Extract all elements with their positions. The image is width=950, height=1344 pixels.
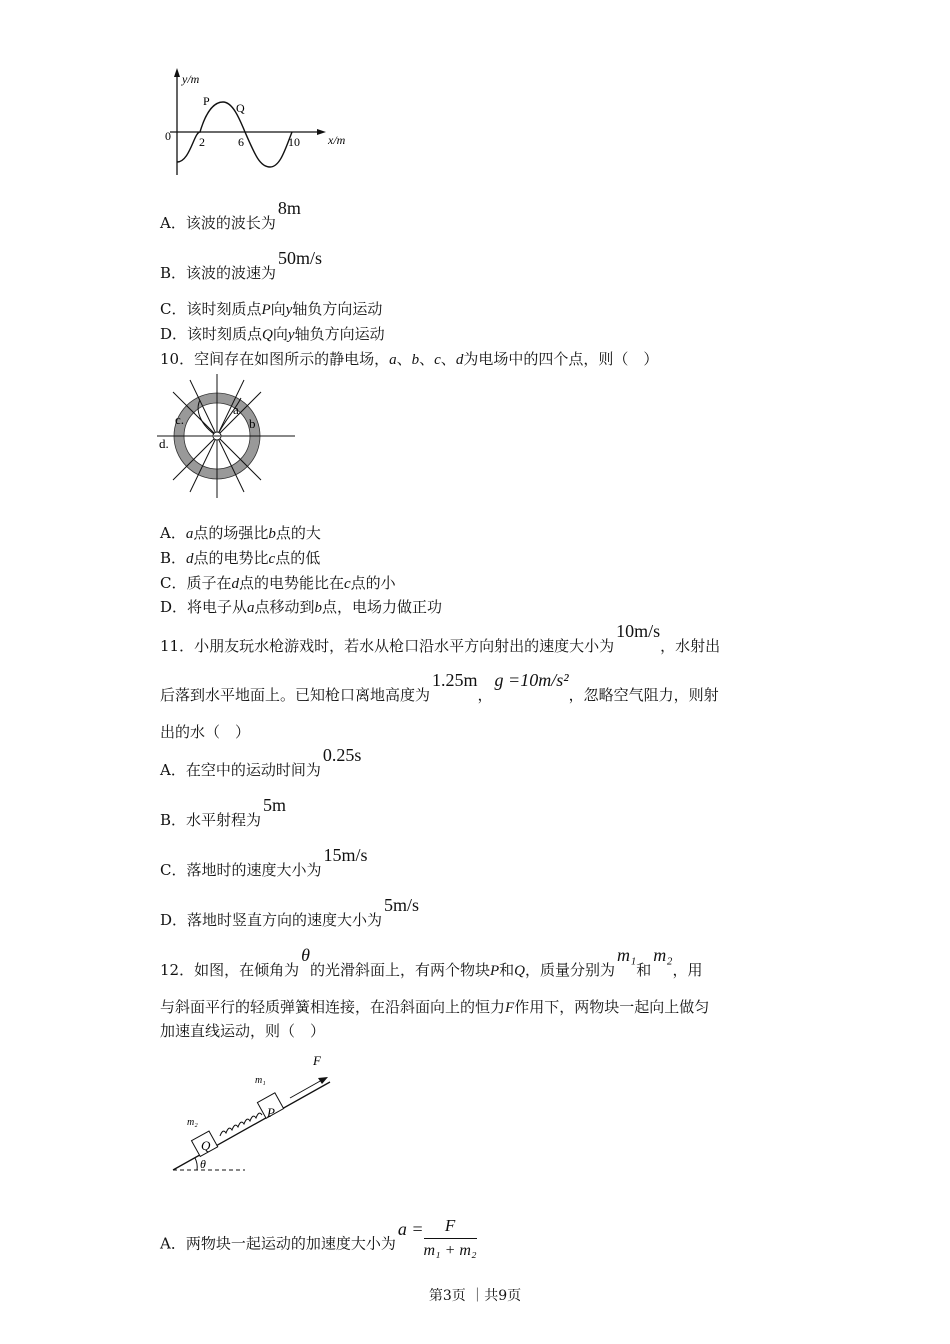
svg-text:6: 6 bbox=[238, 135, 244, 149]
svg-text:b: b bbox=[249, 416, 256, 431]
q10-option-d: D．将电子从a点移动到b点，电场力做正功 bbox=[160, 598, 443, 616]
incline-figure bbox=[170, 1050, 340, 1175]
q11-stem-line2: 后落到水平地面上。已知枪口离地高度为1.25m，g =10m/s²，忽略空气阻力，则射 bbox=[160, 670, 719, 704]
wave-graph bbox=[160, 65, 350, 185]
q10-option-a: A．a点的场强比b点的大 bbox=[160, 524, 321, 542]
q12-option-a: A．两物块一起运动的加速度大小为a = $\frac{F}{\text{m₁ + m₂}}$ bbox=[160, 1220, 477, 1269]
q9-option-c: C．该时刻质点P向y轴负方向运动 bbox=[160, 300, 383, 318]
svg-text:m₂: m₂ bbox=[187, 1117, 198, 1128]
svg-text:x/m: x/m bbox=[328, 133, 346, 147]
q11-stem-line1: 11．小朋友玩水枪游戏时，若水从枪口沿水平方向射出的速度大小为10m/s，水射出 bbox=[160, 621, 721, 655]
fraction: $\frac{F}{\text{m₁ + m₂}}$ bbox=[423, 1216, 477, 1259]
svg-text:Q: Q bbox=[201, 1138, 211, 1153]
svg-text:P: P bbox=[267, 1105, 275, 1120]
svg-text:P: P bbox=[203, 94, 210, 108]
q10-option-b: B．d点的电势比c点的低 bbox=[160, 549, 321, 567]
svg-text:d.: d. bbox=[159, 436, 169, 451]
svg-text:c.: c. bbox=[175, 412, 185, 427]
q9-option-b: B．该波的波速为50m/s bbox=[160, 248, 323, 282]
svg-text:0: 0 bbox=[165, 129, 171, 143]
svg-text:a: a bbox=[233, 402, 239, 417]
svg-text:m₁: m₁ bbox=[255, 1075, 266, 1086]
svg-text:y/m: y/m bbox=[182, 72, 200, 86]
q10-option-c: C．质子在d点的电势能比在c点的小 bbox=[160, 574, 396, 592]
page-footer: 第3页 ｜共9页 bbox=[428, 1288, 522, 1304]
q11-option-a: A．在空中的运动时间为0.25s bbox=[160, 745, 362, 779]
svg-text:2: 2 bbox=[199, 135, 205, 149]
svg-text:θ: θ bbox=[200, 1157, 206, 1171]
q12-stem-line3: 加速直线运动，则（ ） bbox=[160, 1022, 326, 1040]
q11-option-d: D．落地时竖直方向的速度大小为5m/s bbox=[160, 895, 420, 929]
q12-stem-line1: 12．如图，在倾角为θ的光滑斜面上，有两个物块P和Q，质量分别为m₁和m₂，用 bbox=[160, 945, 703, 979]
q10-stem: 10．空间存在如图所示的静电场，a、b、c、d为电场中的四个点，则（ ） bbox=[160, 350, 659, 368]
electric-field-figure bbox=[155, 370, 305, 498]
q9-option-a: A．该波的波长为8m bbox=[160, 198, 301, 232]
q11-option-c: C．落地时的速度大小为15m/s bbox=[160, 845, 368, 879]
q9-option-d: D．该时刻质点Q向y轴负方向运动 bbox=[160, 325, 385, 343]
q12-stem-line2: 与斜面平行的轻质弹簧相连接，在沿斜面向上的恒力F作用下，两物块一起向上做匀 bbox=[160, 998, 710, 1016]
svg-text:10: 10 bbox=[288, 135, 300, 149]
q11-stem-line3: 出的水（ ） bbox=[160, 723, 251, 741]
q11-option-b: B．水平射程为5m bbox=[160, 795, 287, 829]
svg-text:F: F bbox=[313, 1053, 321, 1068]
svg-text:Q: Q bbox=[236, 101, 245, 115]
